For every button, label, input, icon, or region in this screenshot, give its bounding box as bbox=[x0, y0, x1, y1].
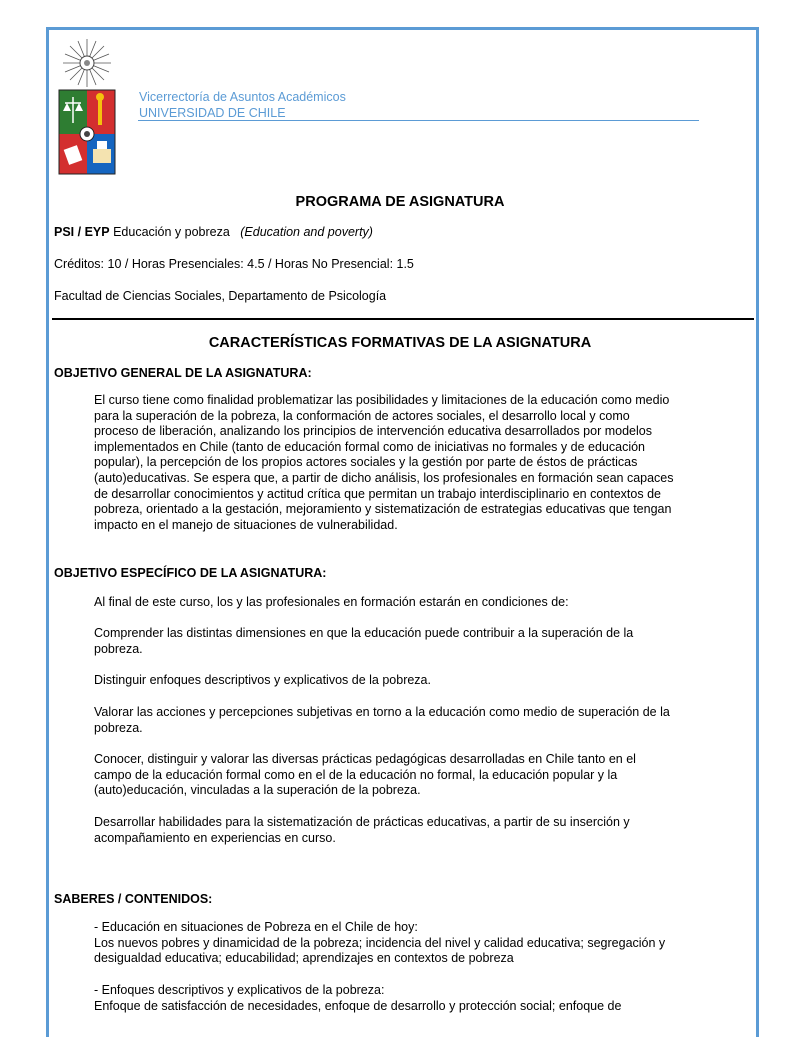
paragraph-line: proceso de liberación, analizando los principios de intervención educativa desarrollados por modelos bbox=[94, 424, 652, 439]
item-line: pobreza. bbox=[94, 641, 143, 656]
objetivo-item bbox=[94, 752, 719, 799]
item-line: pobreza. bbox=[94, 720, 143, 735]
credits-line: Créditos: 10 / Horas Presenciales: 4.5 / Horas No Presencial: 1.5 bbox=[54, 257, 414, 271]
saberes-block bbox=[94, 920, 719, 967]
paragraph-line: (auto)educativas. Se espera que, a partir de dicho análisis, los profesionales en formación sean capaces bbox=[94, 470, 674, 485]
header-divider bbox=[138, 120, 699, 121]
content-line: Enfoque de satisfacción de necesidades, enfoque de desarrollo y protección social; enfoque de bbox=[94, 998, 622, 1013]
item-line: (auto)educación, vinculadas a la superación de la pobreza. bbox=[94, 783, 421, 798]
course-name-line bbox=[54, 225, 373, 239]
item-line: campo de la educación formal como en el de la educación no formal, la educación popular y la bbox=[94, 767, 618, 782]
item-line: Desarrollar habilidades para la sistematización de prácticas educativas, a partir de su inserción y bbox=[94, 815, 630, 829]
objetivo-general-text bbox=[94, 393, 719, 533]
section-title: CARACTERÍSTICAS FORMATIVAS DE LA ASIGNATURA bbox=[208, 335, 592, 351]
content-line: Los nuevos pobres y dinamicidad de la pobreza; incidencia del nivel y calidad educativa; segregación y bbox=[94, 935, 666, 950]
item-line: Conocer, distinguir y valorar las diversas prácticas pedagógicas desarrolladas en Chile tanto en el bbox=[94, 752, 636, 766]
objetivo-item bbox=[94, 815, 719, 846]
faculty-line: Facultad de Ciencias Sociales, Departamento de Psicología bbox=[54, 289, 387, 303]
paragraph-line: de desarrollar conocimientos y actitud crítica que permitan un trabajo interdisciplinario en contextos de bbox=[94, 486, 661, 501]
paragraph-line: implementados en Chile (tanto de educación formal como de iniciativas no formales y de educación bbox=[94, 439, 645, 454]
document-title: PROGRAMA DE ASIGNATURA bbox=[295, 194, 505, 210]
course-name: Educación y pobreza bbox=[113, 225, 230, 239]
objetivo-especifico-heading: OBJETIVO ESPECÍFICO DE LA ASIGNATURA: bbox=[54, 566, 327, 580]
institution-university: UNIVERSIDAD DE CHILE bbox=[139, 106, 286, 120]
item-line: Comprender las distintas dimensiones en que la educación puede contribuir a la superación de la bbox=[94, 626, 634, 640]
item-line: Distinguir enfoques descriptivos y explicativos de la pobreza. bbox=[94, 673, 431, 687]
course-code: PSI / EYP bbox=[54, 225, 110, 239]
content-line: - Enfoques descriptivos y explicativos de la pobreza: bbox=[94, 983, 385, 997]
course-name-english: (Education and poverty) bbox=[240, 225, 373, 239]
objetivo-item bbox=[94, 673, 719, 689]
institution-block bbox=[139, 89, 346, 121]
paragraph-line: impacto en el manejo de situaciones de vulnerabilidad. bbox=[94, 517, 398, 532]
paragraph-line: pobreza, orientado a la gestación, mejoramiento y sistematización de estrategias educativas que tengan bbox=[94, 502, 672, 517]
item-line: acompañamiento en experiencias en curso. bbox=[94, 830, 336, 845]
objetivo-item bbox=[94, 705, 719, 736]
objetivo-especifico-intro: Al final de este curso, los y las profesionales en formación estarán en condiciones de: bbox=[94, 595, 569, 609]
university-crest-logo bbox=[58, 37, 116, 177]
item-line: Valorar las acciones y percepciones subjetivas en torno a la educación como medio de superación de la bbox=[94, 705, 670, 719]
institution-vicerrectoria: Vicerrectoría de Asuntos Académicos bbox=[139, 90, 346, 104]
objetivo-item bbox=[94, 626, 719, 657]
content-line: - Educación en situaciones de Pobreza en el Chile de hoy: bbox=[94, 920, 418, 934]
paragraph-line: El curso tiene como finalidad problematizar las posibilidades y limitaciones de la educación como medio bbox=[94, 393, 670, 407]
section-divider bbox=[52, 318, 754, 320]
paragraph-line: popular), la percepción de los propios actores sociales y la gestión por parte de éstos de prácticas bbox=[94, 455, 638, 470]
saberes-heading: SABERES / CONTENIDOS: bbox=[54, 892, 213, 906]
content-line: desigualdad educativa; educabilidad; aprendizajes en contextos de pobreza bbox=[94, 951, 514, 966]
objetivo-general-heading: OBJETIVO GENERAL DE LA ASIGNATURA: bbox=[54, 366, 312, 380]
saberes-block bbox=[94, 983, 719, 1014]
paragraph-line: para la superación de la pobreza, la conformación de actores sociales, el desarrollo local y como bbox=[94, 408, 630, 423]
